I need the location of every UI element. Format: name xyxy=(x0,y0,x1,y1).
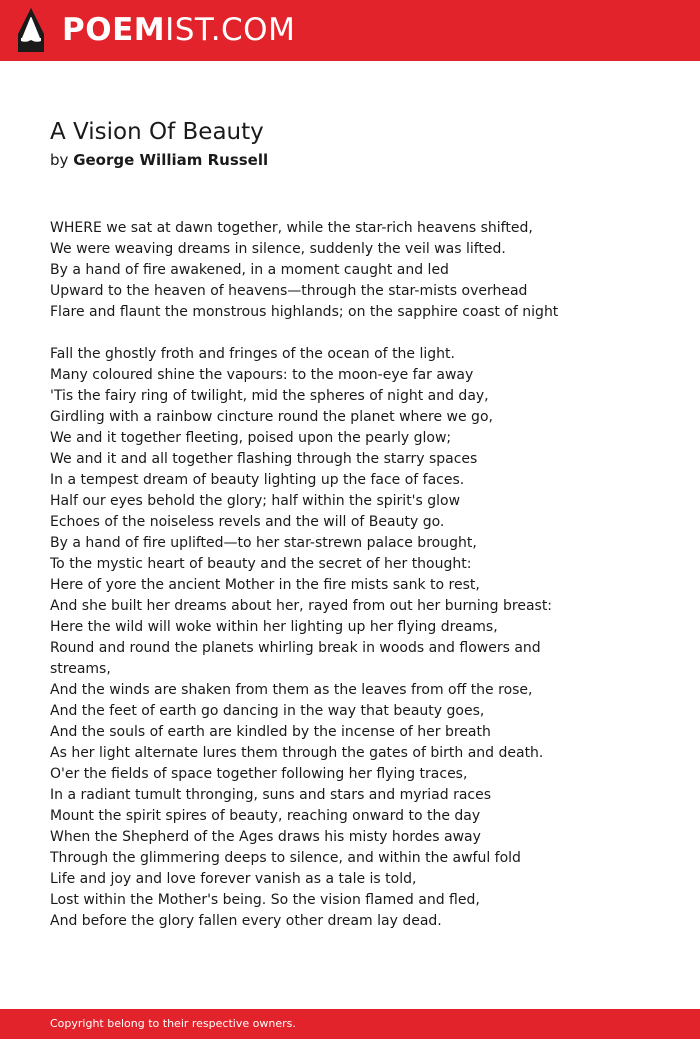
byline xyxy=(50,149,650,171)
poem-line: And before the glory fallen every other dream lay dead. xyxy=(50,913,442,929)
poem-stanza xyxy=(50,218,560,323)
poem-line: Half our eyes behold the glory; half within the spirit's glow xyxy=(50,493,461,509)
poem-line: Mount the spirit spires of beauty, reaching onward to the day xyxy=(50,808,481,824)
poem-stanza xyxy=(50,344,560,932)
poem-line: Here of yore the ancient Mother in the fire mists sank to rest, xyxy=(50,577,480,593)
site-footer xyxy=(0,1009,700,1039)
poem-line: Girdling with a rainbow cincture round the planet where we go, xyxy=(50,409,493,425)
pencil-tip-icon[interactable] xyxy=(18,8,44,52)
poem-line: When the Shepherd of the Ages draws his misty hordes away xyxy=(50,829,481,845)
author-name: George William Russell xyxy=(73,151,269,169)
poem-line: And the feet of earth go dancing in the way that beauty goes, xyxy=(50,703,485,719)
site-logo[interactable] xyxy=(62,10,295,50)
poem-line: WHERE we sat at dawn together, while the star-rich heavens shifted, xyxy=(50,220,533,236)
poem-line: As her light alternate lures them through the gates of birth and death. xyxy=(50,745,544,761)
poem-line: And the winds are shaken from them as the leaves from off the rose, xyxy=(50,682,533,698)
by-label: by xyxy=(50,151,69,169)
poem-line: And the souls of earth are kindled by the incense of her breath xyxy=(50,724,491,740)
poem-line: By a hand of fire awakened, in a moment caught and led xyxy=(50,262,449,278)
poem-line: We were weaving dreams in silence, suddenly the veil was lifted. xyxy=(50,241,506,257)
poem-line: In a radiant tumult thronging, suns and stars and myriad races xyxy=(50,787,492,803)
poem-line: Fall the ghostly froth and fringes of the ocean of the light. xyxy=(50,346,455,362)
logo-bold-text: POEM xyxy=(62,12,166,48)
poem-line: Round and round the planets whirling break in woods and flowers and streams, xyxy=(50,640,541,677)
poem-line: Life and joy and love forever vanish as a tale is told, xyxy=(50,871,417,887)
poem-line: Many coloured shine the vapours: to the moon-eye far away xyxy=(50,367,474,383)
logo-light-text: IST.COM xyxy=(165,12,296,48)
poem-line: Through the glimmering deeps to silence, and within the awful fold xyxy=(50,850,521,866)
poem-line: 'Tis the fairy ring of twilight, mid the spheres of night and day, xyxy=(50,388,489,404)
poem-line: Upward to the heaven of heavens—through the star-mists overhead xyxy=(50,283,528,299)
poem-line: Echoes of the noiseless revels and the will of Beauty go. xyxy=(50,514,445,530)
poem-line: We and it together fleeting, poised upon the pearly glow; xyxy=(50,430,452,446)
poem-line: To the mystic heart of beauty and the secret of her thought: xyxy=(50,556,472,572)
copyright-notice: Copyright belong to their respective owners. xyxy=(50,1017,296,1030)
poem-line: O'er the fields of space together following her flying traces, xyxy=(50,766,468,782)
poem-body xyxy=(50,218,560,953)
poem-line: Lost within the Mother's being. So the vision flamed and fled, xyxy=(50,892,480,908)
poem-heading xyxy=(50,116,650,171)
poem-line: By a hand of fire uplifted—to her star-strewn palace brought, xyxy=(50,535,477,551)
poem-line: In a tempest dream of beauty lighting up the face of faces. xyxy=(50,472,465,488)
poem-line: We and it and all together flashing through the starry spaces xyxy=(50,451,478,467)
site-header xyxy=(0,0,700,61)
poem-line: And she built her dreams about her, rayed from out her burning breast: xyxy=(50,598,553,614)
poem-title: A Vision Of Beauty xyxy=(50,119,264,145)
poem-line: Here the wild will woke within her lighting up her flying dreams, xyxy=(50,619,498,635)
poem-line: Flare and flaunt the monstrous highlands; on the sapphire coast of night xyxy=(50,304,559,320)
